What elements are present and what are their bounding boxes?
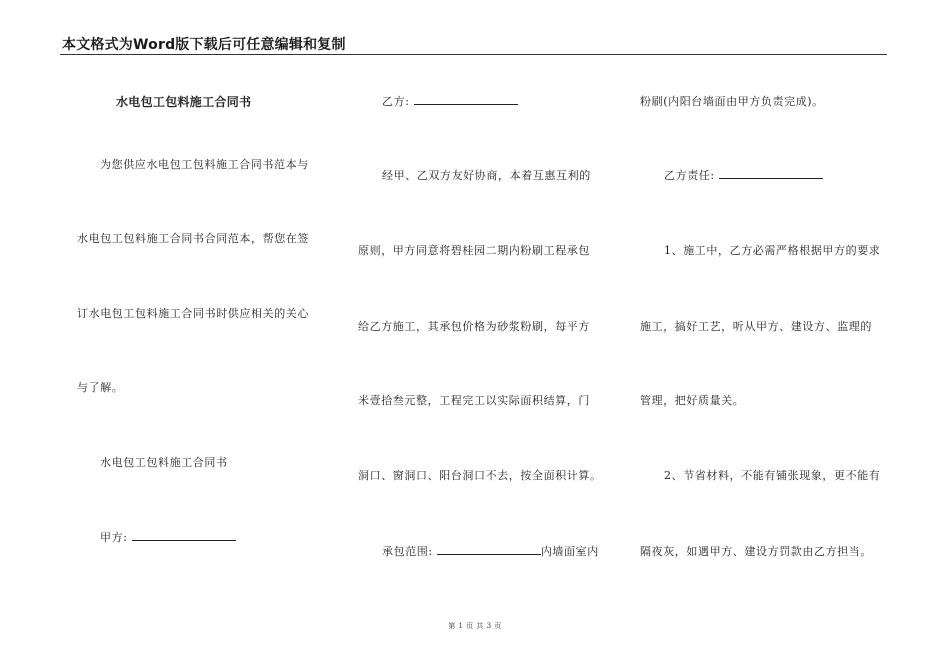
agreement-line-5: 洞口、窗洞口、阳台洞口不去，按全面积计算。 [358, 469, 602, 482]
party-b-row [382, 93, 518, 109]
intro-line-4: 与了解。 [77, 381, 124, 394]
duty-blank [719, 168, 823, 179]
party-b-label: 乙方: [382, 95, 414, 108]
scope-continuation: 粉刷(内阳台墙面由甲方负责完成)。 [640, 95, 824, 108]
document-header-title: 本文格式为Word版下载后可任意编辑和复制 [62, 37, 346, 53]
party-a-row [100, 529, 236, 545]
agreement-line-1: 经甲、乙双方友好协商，本着互惠互利的 [382, 169, 591, 182]
scope-blank [437, 544, 541, 555]
party-a-label: 甲方: [100, 531, 132, 544]
scope-row [382, 543, 599, 559]
party-a-blank [132, 530, 236, 541]
duty-1-line-1: 1、施工中，乙方必需严格根据甲方的要求 [664, 244, 881, 257]
contract-title: 水电包工包料施工合同书 [116, 95, 252, 109]
intro-line-2: 水电包工包料施工合同书合同范本，帮您在签 [77, 232, 309, 245]
scope-label: 承包范围: [382, 545, 437, 558]
agreement-line-3: 给乙方施工，其承包价格为砂浆粉刷，每平方 [358, 320, 590, 333]
duty-2-line-1: 2、节省材料，不能有铺张现象，更不能有 [664, 469, 881, 482]
duty-2-line-2: 隔夜灰，如遇甲方、建设方罚款由乙方担当。 [640, 545, 872, 558]
agreement-line-2: 原则，甲方同意将碧桂园二期内粉刷工程承包 [358, 244, 590, 257]
duty-1-line-3: 管理，把好质量关。 [640, 394, 745, 407]
intro-line-3: 订水电包工包料施工合同书时供应相关的关心 [77, 307, 309, 320]
duty-1-line-2: 施工，搞好工艺，听从甲方、建设方、监理的 [640, 320, 872, 333]
party-b-blank [414, 94, 518, 105]
scope-suffix: 内墙面室内 [540, 545, 599, 558]
subtitle: 水电包工包料施工合同书 [100, 456, 228, 469]
intro-line-1: 为您供应水电包工包料施工合同书范本与 [100, 158, 309, 171]
agreement-line-4: 米壹拾叁元整，工程完工以实际面积结算，门 [358, 394, 590, 407]
duty-label: 乙方责任: [664, 169, 719, 182]
duty-row [664, 167, 823, 183]
page-footer: 第 1 页 共 3 页 [448, 622, 502, 630]
header-rule [60, 54, 887, 55]
